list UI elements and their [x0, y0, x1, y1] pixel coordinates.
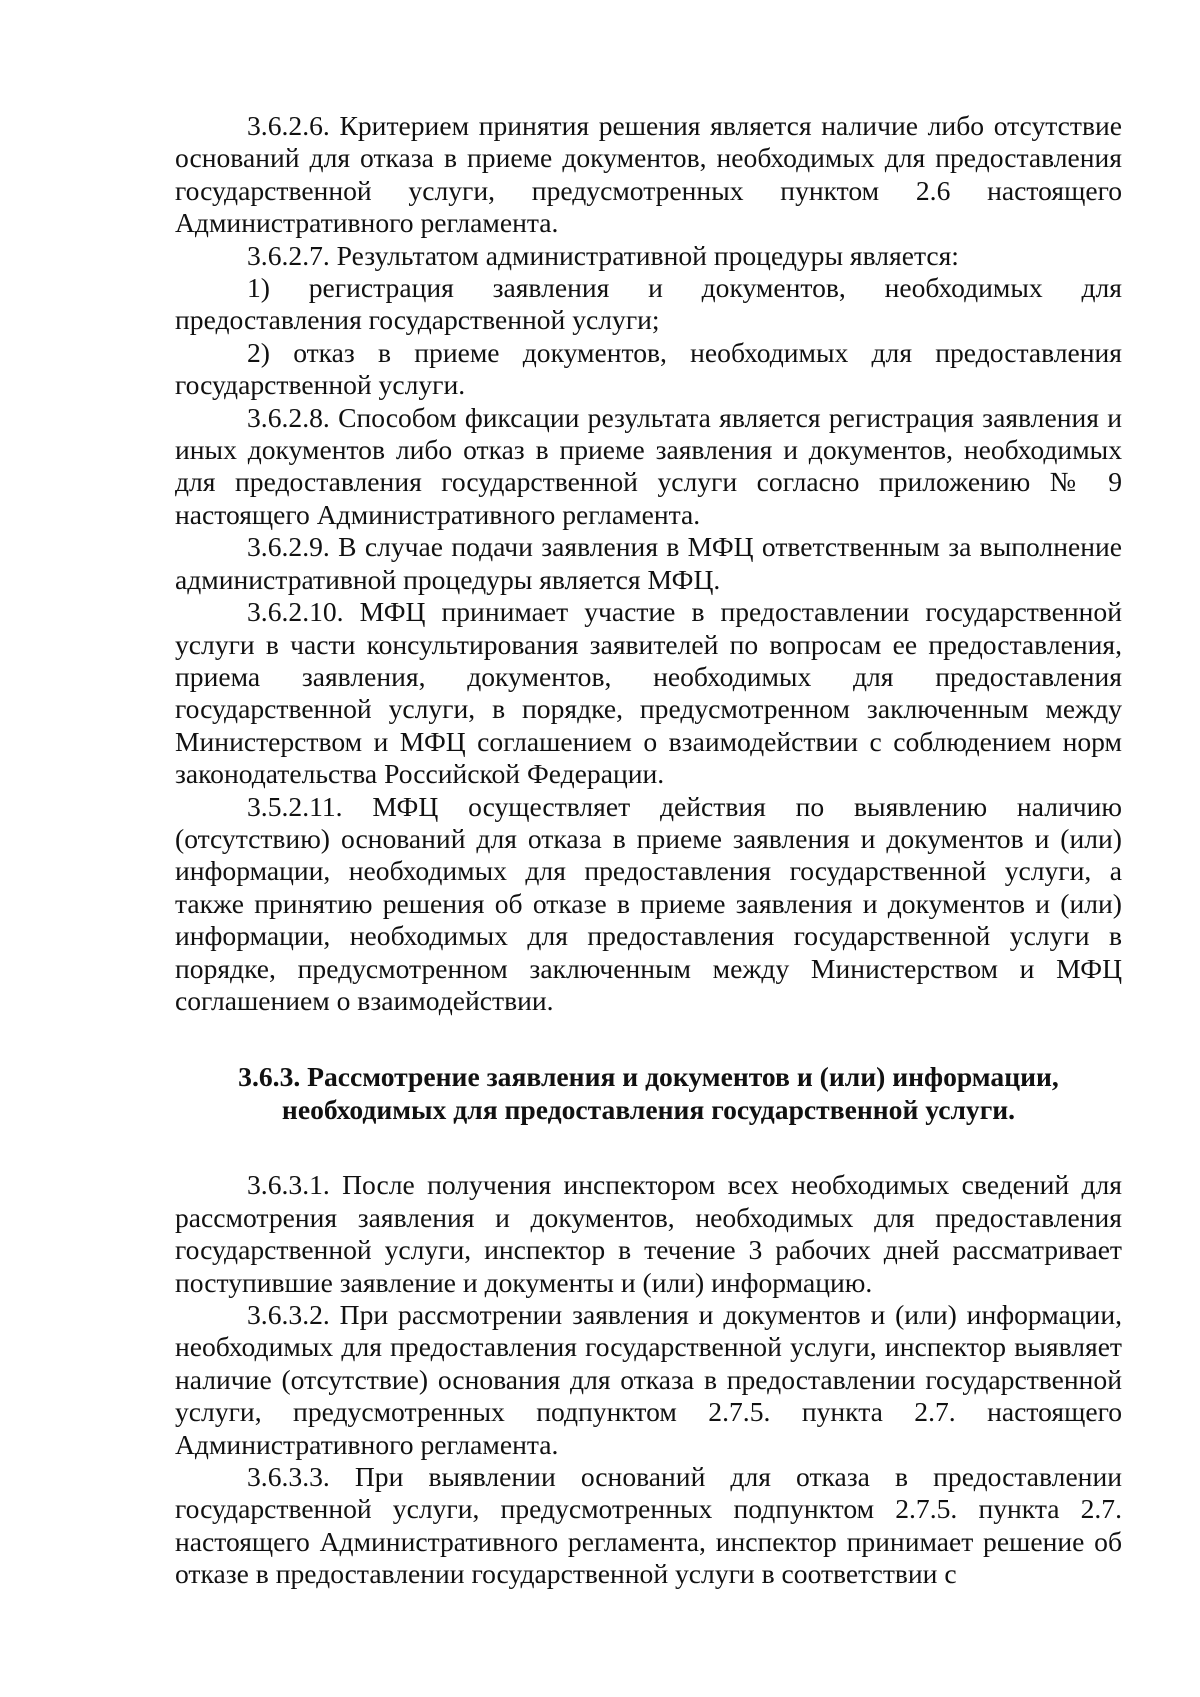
- section-heading-line-2: необходимых для предоставления государственной услуги.: [281, 1094, 1016, 1126]
- paragraph-3-6-2-8: 3.6.2.8. Способом фиксации результата является регистрация заявления и иных документов либо отказ в приеме заявления и документов, необходимых для предоставления государственной услуги согласно приложению № 9 настоящего Административного регламента.: [175, 401, 1122, 530]
- list-item-2: 2) отказ в приеме документов, необходимых для предоставления государственной услуги.: [175, 336, 1122, 401]
- document-page: [175, 110, 1122, 1591]
- paragraph-3-6-2-6: 3.6.2.6. Критерием принятия решения является наличие либо отсутствие оснований для отказа в приеме документов, необходимых для предоставления государственной услуги, предусмотренных пунктом 2.6 настоящего Административного регламента.: [175, 110, 1122, 239]
- section-heading-3-6-3: [175, 1060, 1122, 1126]
- paragraph-3-6-2-9: 3.6.2.9. В случае подачи заявления в МФЦ ответственным за выполнение административной процедуры является МФЦ.: [175, 531, 1122, 595]
- paragraph-3-5-2-11: 3.5.2.11. МФЦ осуществляет действия по выявлению наличию (отсутствию) оснований для отказа в приеме заявления и документов и (или) информации, необходимых для предоставления государственной услуги, а также принятию решения об отказе в приеме заявления и документов и (или) информации, необходимых для предоставления государственной услуги в порядке, предусмотренном заключенным между Министерством и МФЦ соглашением о взаимодействии.: [175, 790, 1122, 1016]
- section-heading-line-1: 3.6.3. Рассмотрение заявления и документов и (или) информации,: [238, 1061, 1059, 1093]
- paragraph-3-6-3-2: 3.6.3.2. При рассмотрении заявления и документов и (или) информации, необходимых для предоставления государственной услуги, инспектор выявляет наличие (отсутствие) основания для отказа в предоставлении государственной услуги, предусмотренных подпунктом 2.7.5. пункта 2.7. настоящего Административного регламента.: [175, 1299, 1122, 1460]
- list-item-1: 1) регистрация заявления и документов, необходимых для предоставления государственной услуги;: [175, 272, 1122, 336]
- paragraph-3-6-3-3: 3.6.3.3. При выявлении оснований для отказа в предоставлении государственной услуги, предусмотренных подпунктом 2.7.5. пункта 2.7. настоящего Административного регламента, инспектор принимает решение об отказе в предоставлении государственной услуги в соответствии с: [175, 1461, 1122, 1590]
- paragraph-3-6-2-10: 3.6.2.10. МФЦ принимает участие в предоставлении государственной услуги в части консультирования заявителей по вопросам ее предоставления, приема заявления, документов, необходимых для предоставления государственной услуги, в порядке, предусмотренном заключенным между Министерством и МФЦ соглашением о взаимодействии с соблюдением норм законодательства Российской Федерации.: [175, 596, 1122, 790]
- paragraph-3-6-2-7: 3.6.2.7. Результатом административной процедуры является:: [247, 239, 959, 271]
- paragraph-3-6-3-1: 3.6.3.1. После получения инспектором всех необходимых сведений для рассмотрения заявления и документов, необходимых для предоставления государственной услуги, инспектор в течение 3 рабочих дней рассматривает поступившие заявление и документы и (или) информацию.: [175, 1169, 1122, 1298]
